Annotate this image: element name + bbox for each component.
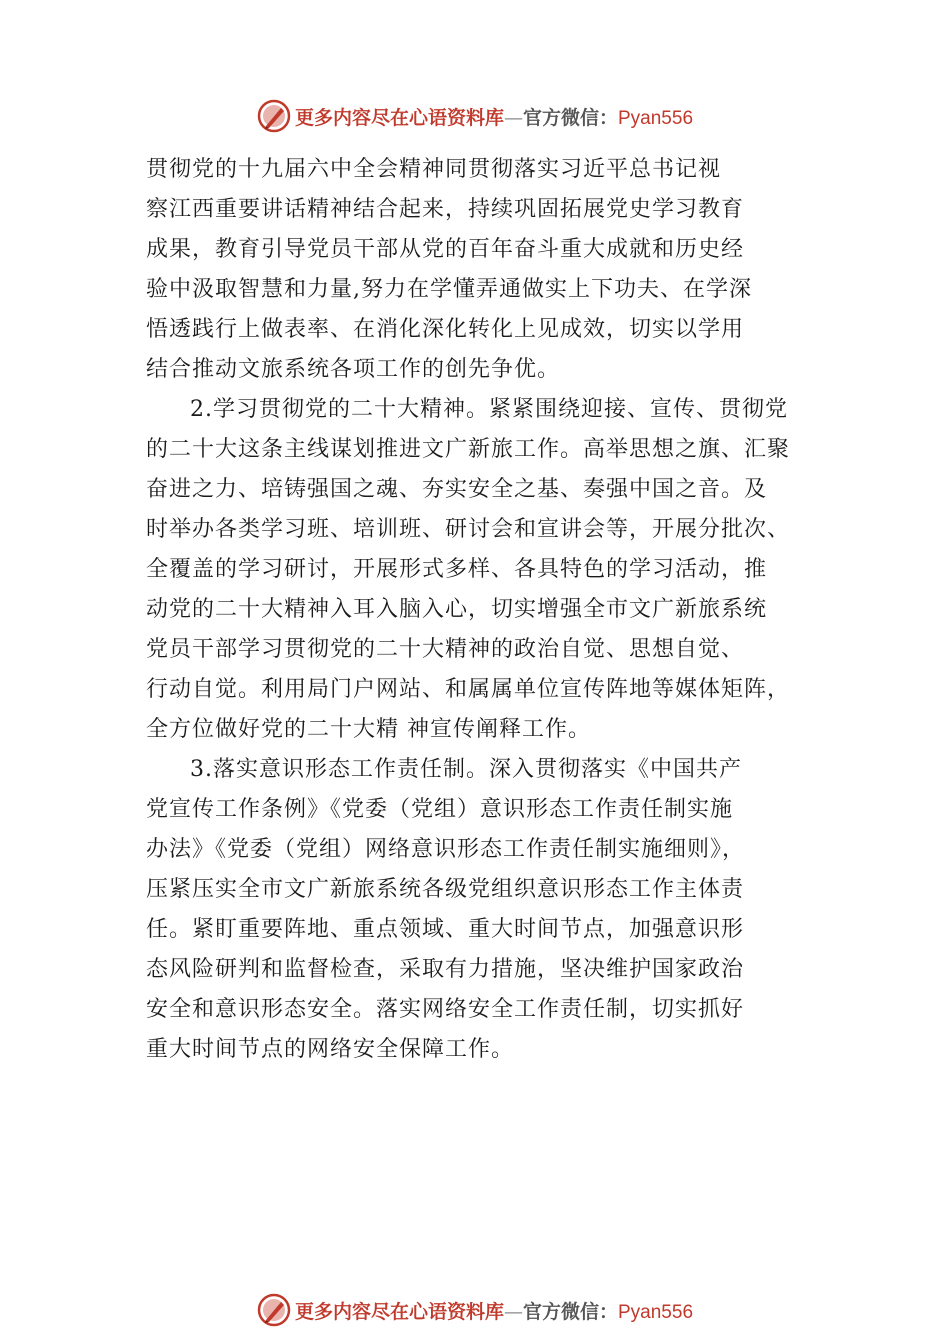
text-line: 安全和意识形态安全。落实网络安全工作责任制，切实抓好 <box>146 997 745 1022</box>
text-line: 验中汲取智慧和力量,努力在学懂弄通做实上下功夫、在学深 <box>146 277 752 302</box>
text-line: 结合推动文旅系统各项工作的创先争优。 <box>146 357 561 382</box>
text-line: 奋进之力、培铸强国之魂、夯实安全之基、奏强中国之音。及 <box>146 477 768 502</box>
header-banner-text <box>295 103 693 130</box>
footer-official-label: 官方微信： <box>522 1300 618 1323</box>
document-body <box>146 150 846 1070</box>
text-line: 态风险研判和监督检查，采取有力措施，坚决维护国家政治 <box>146 957 745 982</box>
header-brand-text: 更多内容尽在心语资料库 <box>294 106 504 129</box>
text-line: 动党的二十大精神入耳入脑入心，切实增强全市文广新旅系统 <box>146 597 768 622</box>
text-line: 压紧压实全市文广新旅系统各级党组织意识形态工作主体责 <box>146 877 745 902</box>
text-line: 党员干部学习贯彻党的二十大精神的政治自觉、思想自觉、 <box>146 637 745 662</box>
header-official-label: 官方微信： <box>522 106 618 129</box>
text-line: 贯彻党的十九届六中全会精神同贯彻落实习近平总书记视 <box>146 157 722 182</box>
section-heading-line: 2.学习贯彻党的二十大精神。紧紧围绕迎接、宣传、贯彻党 <box>190 397 788 422</box>
header-watermark-banner <box>0 96 950 136</box>
text-line: 成果，教育引导党员干部从党的百年奋斗重大成就和历史经 <box>146 237 745 262</box>
footer-watermark-banner <box>0 1290 950 1330</box>
pen-logo-icon <box>257 1293 291 1327</box>
pen-logo-icon <box>257 99 291 133</box>
text-line: 时举办各类学习班、培训班、研讨会和宣讲会等，开展分批次、 <box>146 517 791 542</box>
footer-banner-text <box>295 1297 693 1324</box>
text-line: 察江西重要讲话精神结合起来，持续巩固拓展党史学习教育 <box>146 197 745 222</box>
section-heading-line: 3.落实意识形态工作责任制。深入贯彻落实《中国共产 <box>190 757 742 782</box>
text-line: 重大时间节点的网络安全保障工作。 <box>146 1037 515 1062</box>
footer-brand-text: 更多内容尽在心语资料库 <box>294 1300 504 1323</box>
text-line: 党宣传工作条例》《党委（党组）意识形态工作责任制实施 <box>146 797 734 822</box>
text-line: 全覆盖的学习研讨，开展形式多样、各具特色的学习活动，推 <box>146 557 768 582</box>
text-line: 任。紧盯重要阵地、重点领域、重大时间节点，加强意识形 <box>146 917 745 942</box>
text-line: 悟透践行上做表率、在消化深化转化上见成效，切实以学用 <box>146 317 745 342</box>
header-account-id: Pyan556 <box>618 107 694 129</box>
footer-account-id: Pyan556 <box>618 1301 694 1323</box>
text-line: 全方位做好党的二十大精 神宣传阐释工作。 <box>146 717 591 742</box>
text-line: 行动自觉。利用局门户网站、和属属单位宣传阵地等媒体矩阵， <box>146 677 791 702</box>
header-dash: — <box>503 106 523 129</box>
footer-dash: — <box>503 1300 523 1323</box>
text-line: 的二十大这条主线谋划推进文广新旅工作。高举思想之旗、汇聚 <box>146 437 791 462</box>
text-line: 办法》《党委（党组）网络意识形态工作责任制实施细则》， <box>146 837 746 862</box>
